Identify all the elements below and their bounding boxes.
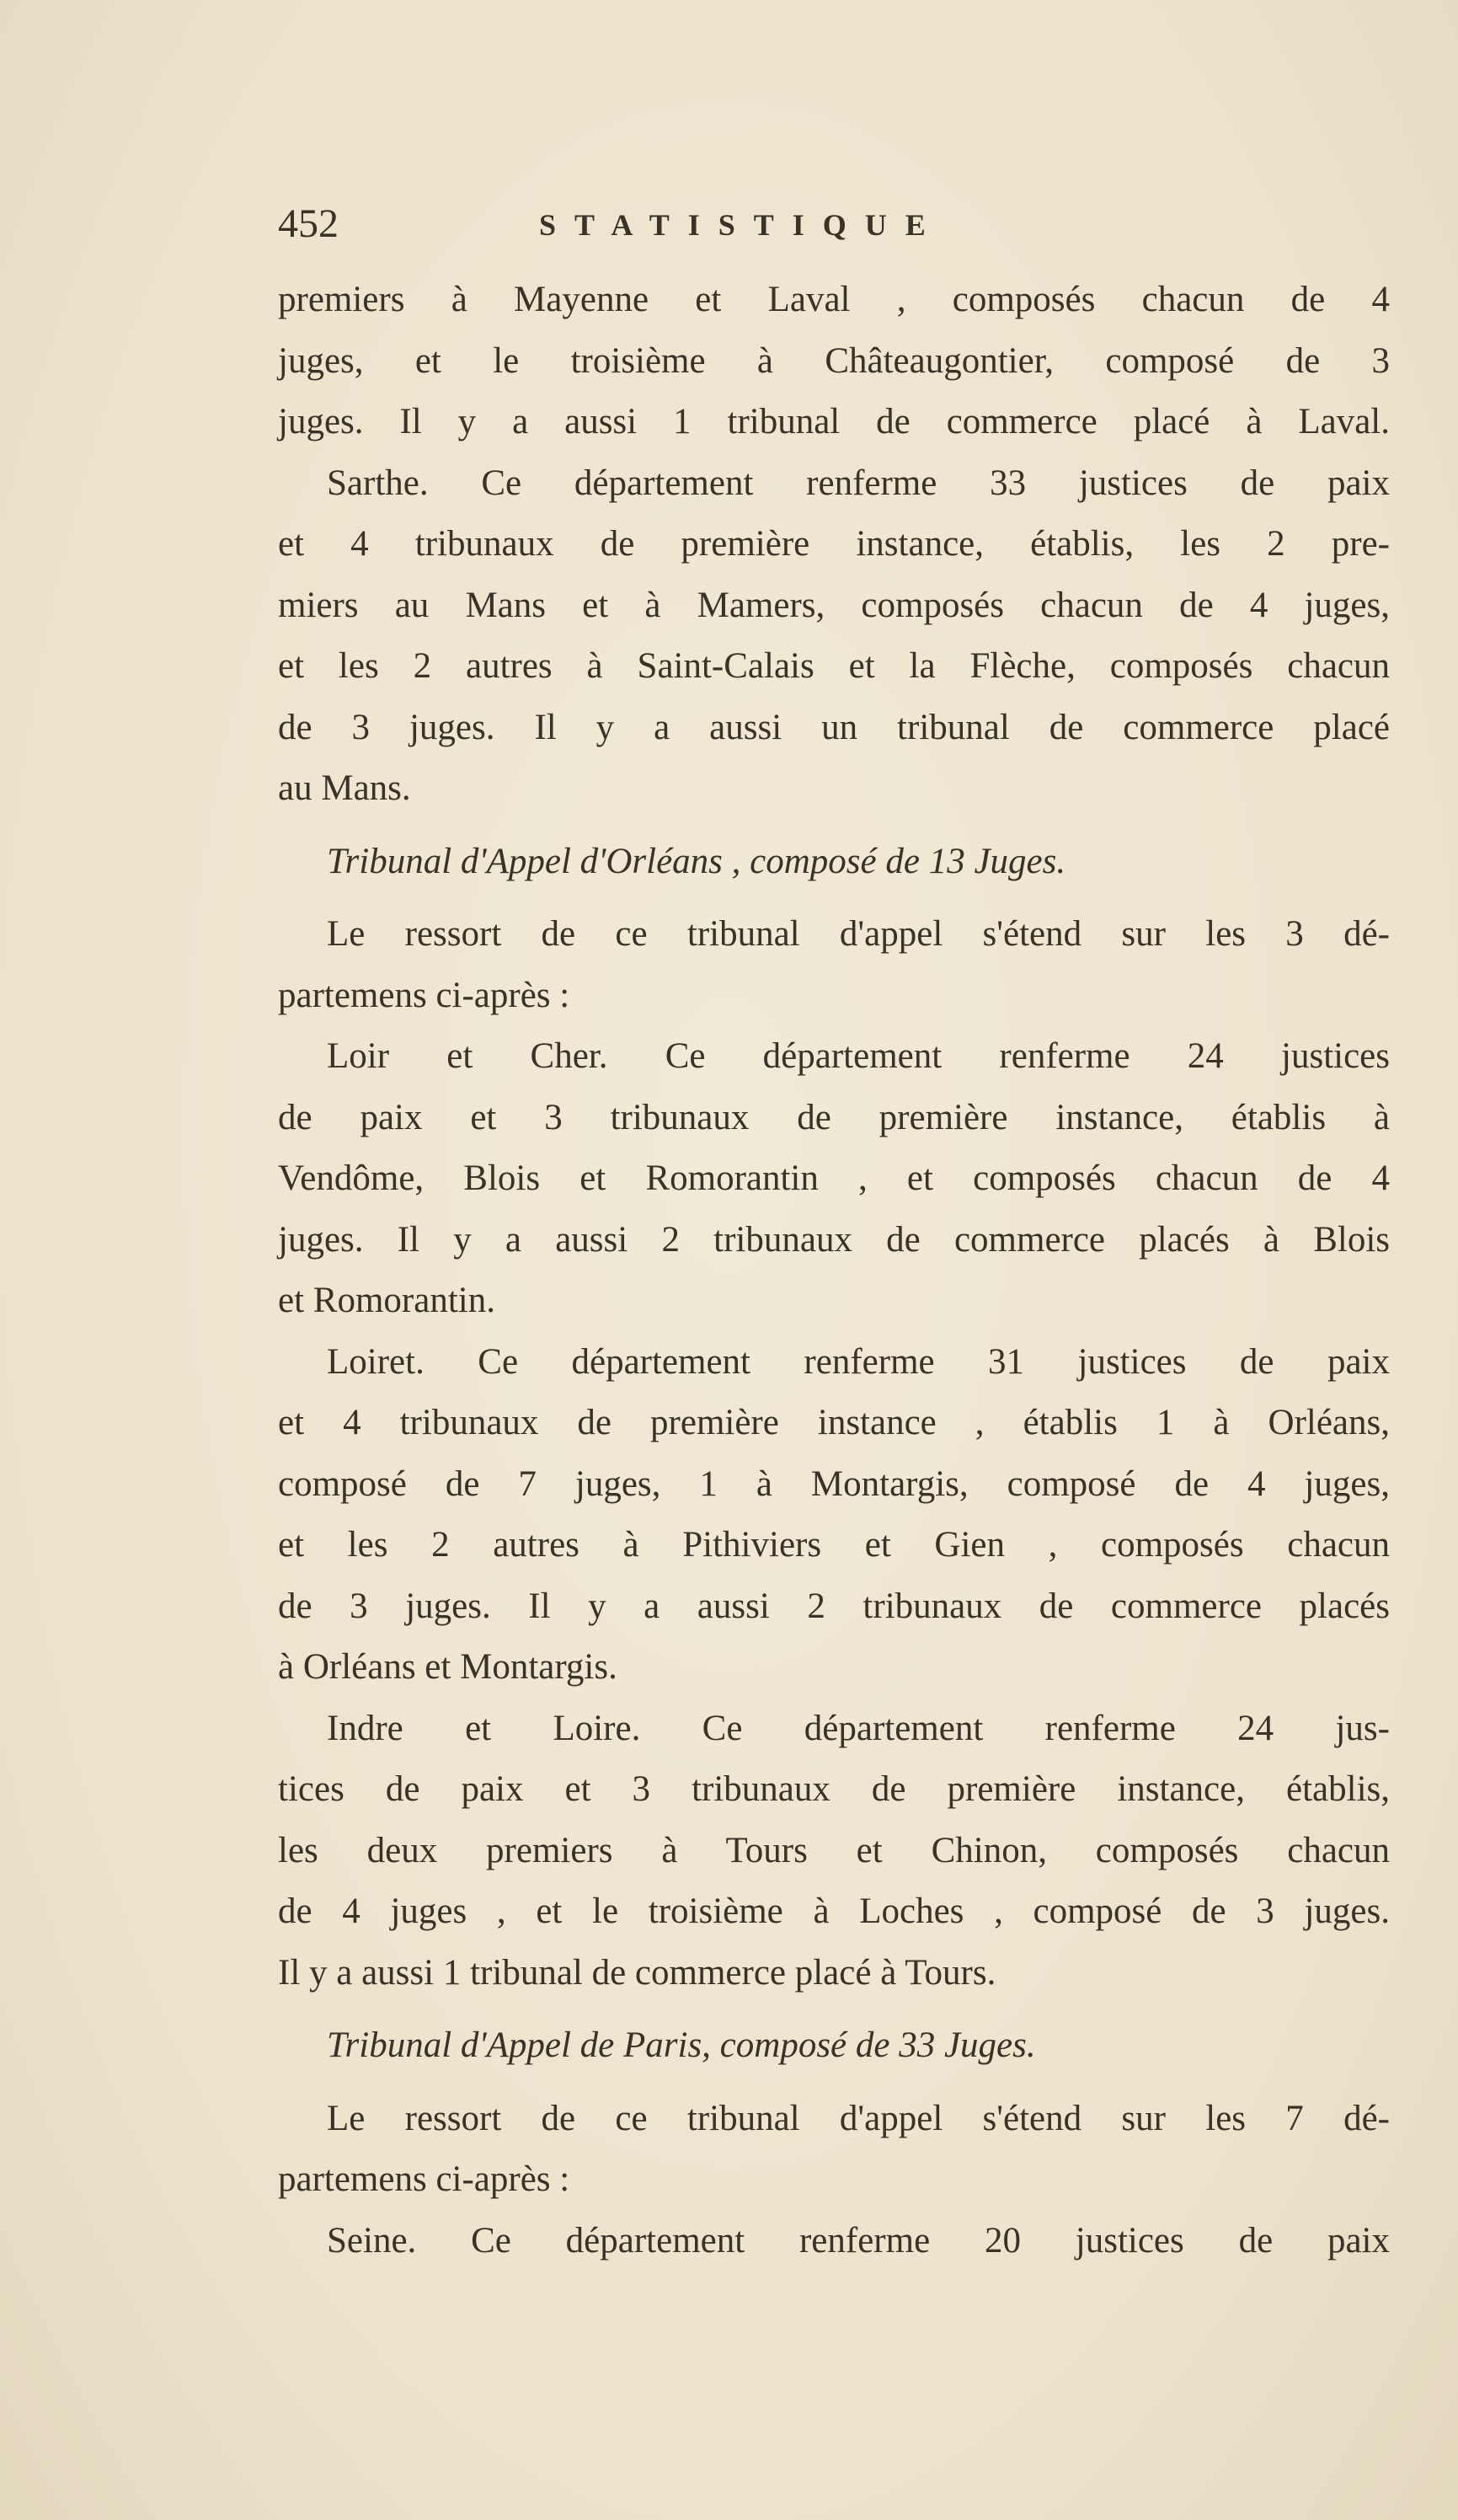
text-line: et les 2 autres à Pithiviers et Gien , composés chacun	[278, 1525, 1390, 1565]
text-line: Seine. Ce département renferme 20 justices de paix	[327, 2220, 1390, 2261]
text-line: Indre et Loire. Ce département renferme 24 jus-	[327, 1708, 1390, 1748]
text-line: tices de paix et 3 tribunaux de première instance, établis,	[278, 1769, 1390, 1809]
text-line: de paix et 3 tribunaux de première instance, établis à	[278, 1097, 1390, 1137]
text-line: partemens ci-après :	[278, 975, 570, 1015]
text-line: Vendôme, Blois et Romorantin , et composés chacun de 4	[278, 1158, 1390, 1198]
text-line: juges. Il y a aussi 2 tribunaux de commerce placés à Blois	[278, 1219, 1390, 1260]
running-head: STATISTIQUE	[539, 208, 944, 242]
section-heading: Tribunal d'Appel de Paris, composé de 33 Juges.	[327, 2025, 1036, 2065]
text-line: au Mans.	[278, 768, 411, 808]
text-line: de 3 juges. Il y a aussi un tribunal de commerce placé	[278, 707, 1390, 747]
text-line: de 3 juges. Il y a aussi 2 tribunaux de commerce placés	[278, 1586, 1390, 1626]
page-number: 452	[278, 201, 339, 246]
text-line: miers au Mans et à Mamers, composés chacun de 4 juges,	[278, 585, 1390, 625]
body-text	[278, 270, 1390, 2271]
text-line: Sarthe. Ce département renferme 33 justices de paix	[327, 463, 1390, 503]
text-line: juges, et le troisième à Châteaugontier, composé de 3	[278, 340, 1390, 381]
text-line: à Orléans et Montargis.	[278, 1647, 617, 1687]
page-header	[278, 201, 1120, 268]
text-line: juges. Il y a aussi 1 tribunal de commerce placé à Laval.	[278, 402, 1390, 441]
text-line: Loiret. Ce département renferme 31 justices de paix	[327, 1341, 1390, 1382]
text-line: et Romorantin.	[278, 1281, 495, 1320]
text-line: Le ressort de ce tribunal d'appel s'étend sur les 3 dé-	[327, 914, 1390, 954]
text-line: et 4 tribunaux de première instance , établis 1 à Orléans,	[278, 1403, 1390, 1442]
text-line: Loir et Cher. Ce département renferme 24 justices	[327, 1036, 1390, 1076]
text-line: et 4 tribunaux de première instance, établis, les 2 pre-	[278, 524, 1390, 564]
section-heading: Tribunal d'Appel d'Orléans , composé de 13 Juges.	[327, 841, 1066, 881]
text-line: composé de 7 juges, 1 à Montargis, composé de 4 juges,	[278, 1463, 1390, 1504]
text-line: et les 2 autres à Saint-Calais et la Flèche, composés chacun	[278, 646, 1390, 686]
text-line: Il y a aussi 1 tribunal de commerce placé à Tours.	[278, 1952, 996, 1993]
text-line: les deux premiers à Tours et Chinon, composés chacun	[278, 1830, 1390, 1870]
text-line: de 4 juges , et le troisième à Loches , composé de 3 juges.	[278, 1891, 1390, 1931]
text-line: premiers à Mayenne et Laval , composés chacun de 4	[278, 280, 1390, 319]
text-line: Le ressort de ce tribunal d'appel s'étend sur les 7 dé-	[327, 2098, 1390, 2138]
text-line: partemens ci-après :	[278, 2159, 570, 2199]
